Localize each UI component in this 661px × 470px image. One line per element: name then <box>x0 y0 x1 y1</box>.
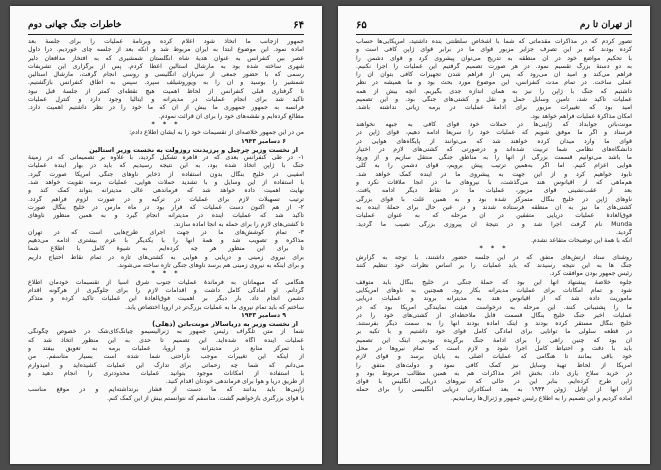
page-body <box>28 38 304 456</box>
text-line: از اینکه این تغییرات موجب ناراحتی شما شده است بسیار متأسفم. من <box>28 353 304 361</box>
page-number: ۶۴ <box>293 20 304 31</box>
text-line: تصور کردم که در مذاکرات مقدماتی که شما با اشخاص سلطنتی بنده داشتید، آمریکایی‌ها حساب <box>356 38 632 45</box>
text-line: شهری ساخته شده بود به مارشال استالین اعطا کردم. پس از برگزاری این تشریفات <box>28 62 304 70</box>
text-line: شمشیر را بوسید و آن را به ویوروشیلف سپرد. سپس به اطاق کنفرانس بازگشتیم. <box>28 79 304 87</box>
text-line: ناوهای ژاپن در خلیج بنگال متمرکز شده بود و به همین علت با قوای بزرگی <box>356 195 632 203</box>
text-line: مذاکره و تصویب شد و همهٔ آنها را با یکدیگر با عزم بیشتری ادامه می‌دهیم <box>28 237 304 245</box>
section-divider: * * * <box>151 120 181 128</box>
text-line: خود باقی بمانند تا هنگامی که عملیات اصلی به پایان برسد و قوای لازم <box>356 353 632 361</box>
text-line: رئیس جمهور بودن موافقت کرد. <box>549 270 632 278</box>
text-line: عملیات اخیر جنگ خلیج بنگال قسمت قابل ملاحظه‌ای از کشتی‌های خود را در <box>356 311 632 319</box>
text-line: تا برای این منظور هر چه کرده‌ایم به شیوهٔ کامل با اطلاع شما <box>28 245 304 253</box>
text-line: تأکید شد برای انجام عملیات در مدیترانه و ایتالیا وجود دارد و کنترل عملیات <box>28 96 304 104</box>
text-line: و برای اینکه به نیروی زمینی هم برسد ناوهای جنگی تازه ساخته می‌شوند. <box>117 262 304 270</box>
running-header: خاطرات جنگ جهانی دوم <box>28 20 122 30</box>
text-line: برای نیروی زمینی و دریایی و هوایی به کشتی‌های تازه در تمام نقاط احتیاج داریم <box>28 253 304 261</box>
text-line: آماده نمود. این موضوع ابتدا به ایران مربوط شد و آنکه بعد از جلسه چای خوردیم. درا داول <box>28 46 304 54</box>
text-line: با تحکیم مواضع خود در آن منطقه به تدریج می‌توان پیشروی کرد و قوای دشمن را <box>356 54 632 62</box>
page-body <box>356 38 632 456</box>
text-line: عملی ساخت. در تمام مدت کنفرانس، این موضوع مورد بحث بود و ما همیشه در نظر <box>356 79 632 87</box>
text-line: کشتی‌های ما نیز به آن منطقه فرستاده شدند و در عین حال برای حملهٔ آینده به <box>356 203 632 211</box>
text-line: شود و تمام امکانات برای عملیات مدیترانه بکار رود. همچنین به ناوهای آمریکایی <box>356 286 632 294</box>
text-line: فرانسه به جمهور جمهوری ما بیش از آن که ما خود را در نظر داشتیم اهمیت دارد. <box>28 104 304 112</box>
text-line: فراهم می‌کند و امید آن می‌رود که پس از فراهم شدن تجهیزات کافی بتوان آن را <box>356 71 632 79</box>
text-line: هوایی اعزام کنیم. اما اگر به‌همین ترتیب پیش برویم، قوای دشمن را به کلی <box>356 162 632 170</box>
letter-heading: از نخست وزیر به دریاسالار مونت‌باتن (دهلی) <box>152 320 298 329</box>
text-line: می‌دانم که شما چه زحماتی برای تدارک این عملیات کشیده‌اید و امیدوارم <box>28 361 304 369</box>
letter-heading: از نخست وزیر چرچیل و پرزیدنت روزولت به نخست وزیر استالین <box>89 145 298 154</box>
text-line: آنکه با همهٔ این توضیحات متقاعد نشدم. <box>530 237 632 245</box>
text-line: امید بود که تغییرات مزبور برای ادامهٔ عملیات در برمه زیانی نداشته باشد. <box>356 104 632 112</box>
text-line: آمفیبی در خلیج بنگال بدون استفاده از ذخایر ناوهای جنگی آمریکا صورت گیرد. <box>28 170 304 178</box>
text-line: ژاپن طرح کرده‌ایم. بنابر این در حالی که نیروهای دریایی انگلیس با قوای <box>356 378 632 386</box>
text-line: با استفاده از این وسایل و با تشدید حملات هوایی، عملیات برمه تقویت خواهد شد. <box>28 179 304 187</box>
text-line: داشتیم که جنگ با ژاپن را نیز به همان اندازه جدی بگیریم. آنچه بیش از همه <box>356 87 632 95</box>
text-line: ۱- در طی کنفرانس بعدی که در قاهره تشکیل گردید، با علاوه بر تصمیماتی که در زمینهٔ <box>28 154 304 162</box>
text-line: تأکید شد که عملیات آینده در مدیترانه انجام گیرد و به همین منظور ناوهای <box>28 212 304 220</box>
text-line: ترتیب تسهیلات لازم برای عملیات در ترکیه و در صورت لزوم فراهم گردد. <box>28 195 304 203</box>
text-line: امکان مذاکرهٔ عملیات فراهم خواهد بود. <box>530 112 632 120</box>
page-header <box>356 20 632 35</box>
text-line: در خرید سلاح یاری داد. بخش آخر مذاکرات هم به همین مطالب مربوط بود و <box>356 369 632 377</box>
text-line: باید با دقت و احتیاط کامل اجرا شود و لازم است که تمام نیروها در محل <box>356 344 632 352</box>
text-line: آمریکا از لحاظ تهیهٔ وسایل نیز کمک کافی نمود و دولت‌های متفق را <box>356 361 632 369</box>
text-line: بعد از عقب‌نشینی قوای مزبور، عملیات ما در نقاط دیگر ادامه یافت. <box>356 187 632 195</box>
text-line: ما را پشتیبانی کنند. این مرحله به درخواست هیئت نمایندگی آمریکا بود که در <box>356 303 632 311</box>
text-line: ۲- از هم اکنون دست عملیات که قرار بود در ماه مارس در خلیج بنگال صورت <box>28 203 304 211</box>
text-line: هنگامی که میهمانان به فرماندهٔ عملیات جنوب شرق آسیا از تقسیمات خودمان اطلاع <box>28 278 304 286</box>
text-line: نهایت اهمیت داده خواهد شد که فرماندهی عالی مدیترانه بتواند کمک کند و <box>28 187 304 195</box>
text-line: مطالع کرده‌ایم و نقشه‌های خود را برای آن قرائت نمودم. <box>158 112 304 120</box>
text-line: Munda نام گرفت اجرا شد و در نتیجهٔ آن پیروزی بزرگی نصیب ما گردید. <box>356 220 632 228</box>
text-line: کرده بودند که بر این تصرف جزایر مزبور قوای ما در برابر قوای ژاپن کافی است و <box>356 46 632 54</box>
page-number: ۶۵ <box>356 20 367 31</box>
text-line: خلیج بنگال مستقر کرده بودند و اینک آماده بودند آنها را به سمت دیگر بفرستند. <box>356 320 632 328</box>
text-line: ساختم که باید تمام نیروی ما به عملیات بزرگ‌تر در اروپا اختصاص یابد. <box>125 303 304 311</box>
text-line: روشنای ستاد ارتش‌های متفق که در این جلسه حضور داشتند، با توجه به گزارش <box>356 253 632 261</box>
text-line: عملیات تأکید شد، تأمین وسایل حمل و نقل و کشتی‌های جنگی بود. و این تصمیم <box>356 96 632 104</box>
text-line: گردانم. او آمادگی کامل داشت و اقدامات لازم را برای جلوگیری از هرگونه اقدام <box>28 286 304 294</box>
text-line: ۳- تمام کوشش‌های ما در جهت اجرای طرح‌هایی است که در تهران <box>28 228 304 236</box>
text-line: دانشگاه‌های نظامی شما تربیت شده‌اند و درصورتی که کشتی‌های لازم در اختیار <box>356 145 632 153</box>
text-line: هم‌ماهی که از اقیانوس هند می‌گذشت، با نیروهای ما در آنجا ملاقات نکرد و <box>356 179 632 187</box>
text-line: رسمی که با حضور جمعی از سربازان انگلیسی و روسی انجام گرفت، مارشال استالین <box>28 71 304 79</box>
text-line: ژاپنی‌ها باید بدانند که ما دست از فشار برنداشته‌ایم و در موقع مناسب <box>28 386 304 394</box>
page-header <box>28 20 304 35</box>
text-line: با استفاده از امکانات موجود بتوانید عملیات محدودتری را انجام دهید و <box>28 369 304 377</box>
text-line: در قطعه سلولی ما توانایی برای آمادگی کامل قوای خود داشتیم و با تکیه بر <box>356 328 632 336</box>
text-line: نابود خواهیم کرد و از این جهت به پیشروی ما در آینده کمک خواهد شد. <box>356 170 632 178</box>
text-line: تا کشتی‌های لازم را برای حمله به آنجا آماده سازند. <box>173 220 304 228</box>
text-line: جلوه خلاصهٔ پیشنهاد آنها این بود که حملهٔ جنگی در خلیج بنگال باید متوقف <box>356 278 632 286</box>
section-divider: * * * <box>151 270 181 278</box>
text-line: جنگ با ژاپن اتخاذ شده بود، به این نتیجه رسیدیم که باید در بهار آینده عملیات <box>28 162 304 170</box>
text-line: با قوای بزرگتری بازخواهیم گشت. متأسفم که نتوانستم بیش از این کمک کنم. <box>107 394 304 402</box>
text-line: قوای ما وارد میدان کرده خواهند شد که می‌توانند از پایگاه‌های هوایی در <box>356 137 632 145</box>
text-line: مأموریت داده شد که از اقیانوس هند به مدیترانه بروند و عملیات دریایی <box>356 295 632 303</box>
text-line: به دو دستهٔ بزرگ تقسیم نمود. در هر صورت تصمیم گرفتیم این عملیات را اجرا نکنیم. <box>356 62 632 70</box>
text-line: از طریق دریا و هوا برای فرماندهی خودتان اقدام کنید. <box>165 378 304 386</box>
text-line: جنگ ها به این نتیجه رسیدند که باید عملیات را بر اساس نظرات خود تنظیم کنند <box>356 262 632 270</box>
text-line: عملیات آینده آگاه شده‌اید. این تصمیم تا حدی به این منظور اتخاذ شد که <box>28 336 304 344</box>
text-line: مونت‌باتن جوابداد که ژاپنی‌ها در حملات خود قوای کافی به جبهه نخواهند <box>356 120 632 128</box>
left-page <box>10 6 322 464</box>
running-header: از تهران تا رم <box>579 20 632 30</box>
text-line: آماده کردیم و این تصمیم را به اطلاع رئیس جمهور و ژنرال‌ها رسانیدیم. <box>450 394 632 402</box>
text-line: تا گرفتاری قبلی کنفرانس از لحاظ اهمیت هیچ نقطه‌ای کمتر از جلسهٔ قبل نبود <box>28 87 304 95</box>
text-line: من در این جمهور خلاصه‌ای از تقسیمات خود را به ایشان اطلاع دادم: <box>129 129 304 137</box>
text-line: دشمن انجام داد. بار دیگر بر اهمیت فوق‌العادهٔ این عملیات تأکید کرده و متذکر <box>28 295 304 303</box>
section-divider: * * * <box>479 245 509 253</box>
text-line: گردید. <box>615 228 632 236</box>
text-line: آن بود که چنین راهی را برای ادامهٔ جنگ برگزیده بودیم. اینک این تصمیم <box>356 336 632 344</box>
letter-date: ۹ دسامبر ۱۹۴۳ <box>241 311 286 319</box>
text-line: از آنها از اوایل ژوئن ۱۹۴۴ به بعد اسکادران دریایی انگلیسی را برای حمله <box>356 386 632 394</box>
text-line: شما از متن تلگراف رئیس جمهور به ژنرالیسیمو چیانگ‌کای‌شک در خصوص چگونگی <box>28 328 304 336</box>
text-line: جمهور ازجانب ما اتخاذ شود اعلام کرده وبرنامهٔ عملیات را برای جلسهٔ بعد <box>28 38 304 45</box>
right-page <box>338 6 650 464</box>
letter-date: ۶ دسامبر ۱۹۴۳ <box>241 137 286 145</box>
text-line: با تمرکز منابع در مدیترانه و اروپا، عملیات برمه به تعویق بیفتد و <box>28 344 304 352</box>
text-line: عصر بین کنفرانس به عنوان هدیهٔ شاه انگلستان شمشیری که به افتخار مدافعان دلیر <box>28 54 304 62</box>
text-line: فرستاد و اگر ما موفق شویم که عملیات خود را سریعاً ادامه دهیم، قوای ژاپن در <box>356 129 632 137</box>
text-line: ما باشد می‌توانیم قسمت بزرگی از آنها را به مناطق جنگی منتقل سازیم و از ورود <box>356 154 632 162</box>
text-line: فوق‌العادهٔ عملیات دریایی متفقین در آن مرحله که به عنوان عملیات <box>356 212 632 220</box>
